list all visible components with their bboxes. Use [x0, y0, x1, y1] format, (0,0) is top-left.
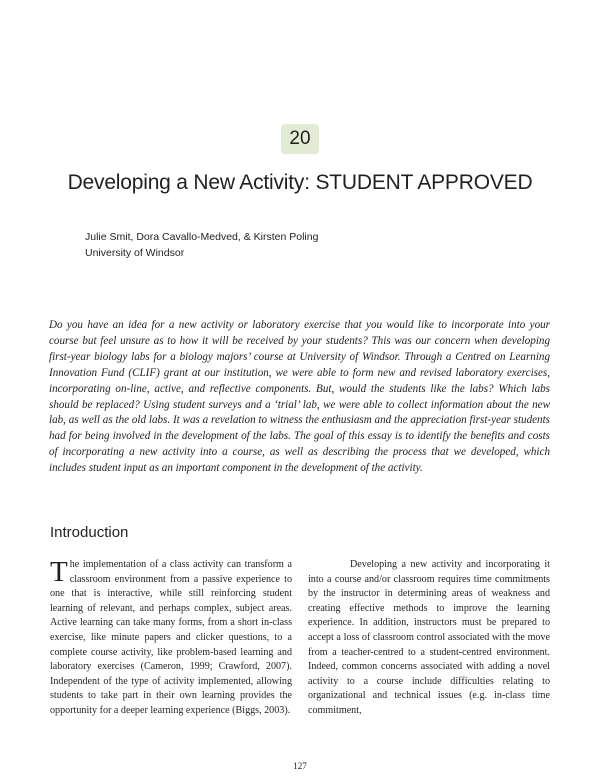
- chapter-number-badge: [281, 124, 319, 154]
- author-affiliation: University of Windsor: [85, 247, 185, 259]
- body-column-left: [50, 558, 292, 719]
- body-left-text: he implementation of a class activity can transform a classroom environment from a passive experience to one that is interactive, while still reinforcing student learning of relevant, and perhaps complex, subject areas. Active learning can take many forms, from a short in-class exercise, like minute papers and clicker questions, to a complete course activity, like problem-based learning and laboratory exercises (Cameron, 1999; Crawford, 2007). Independent of the type of activity implemented, allowing students to take part in their own learning provides the opportunity for a deeper learning experience (Biggs, 2003).: [50, 559, 292, 716]
- page-number: 127: [293, 761, 307, 771]
- chapter-title: Developing a New Activity: STUDENT APPROVED: [67, 171, 533, 194]
- section-heading: Introduction: [50, 524, 129, 541]
- author-block: [85, 229, 318, 261]
- abstract: Do you have an idea for a new activity or laboratory exercise that you would like to incorporate into your course but feel unsure as to how it will be received by your students? This was our concern when developing first-year biology labs for a biology majors’ course at University of Windsor. Through a Centred on Learning Innovation Fund (CLIF) grant at our institution, we were able to form new and revised laboratory exercises, incorporating on-line, active, and reflective components. But, would the students like the labs? Which labs should be replaced? Using student surveys and a ‘trial’ lab, we were able to collect information about the new lab, as well as the old labs. It was a revelation to witness the enthusiasm and the appreciation first-year students had for being involved in the development of the labs. The goal of this essay is to identify the benefits and costs of incorporating a new activity into a course, as well as describing the process that we developed, which includes student input as an important component in the development of the activity.: [49, 319, 550, 475]
- body-column-right: [308, 558, 550, 719]
- body-right-text: Developing a new activity and incorporating it into a course and/or classroom requires time commitments by the instructor in determining areas of weakness and creating effective methods to improve the learning experience. In addition, instructors must be prepared to accept a loss of classroom control associated with the move from a teacher-centred to a student-centred environment. Indeed, common concerns associated with adding a novel activity to a course include difficulties relating to organizational and technical issues (e.g. in-class time commitment,: [308, 559, 550, 716]
- drop-cap: T: [50, 556, 68, 588]
- author-names: Julie Smit, Dora Cavallo-Medved, & Kirsten Poling: [85, 231, 319, 243]
- chapter-number: 20: [289, 128, 311, 149]
